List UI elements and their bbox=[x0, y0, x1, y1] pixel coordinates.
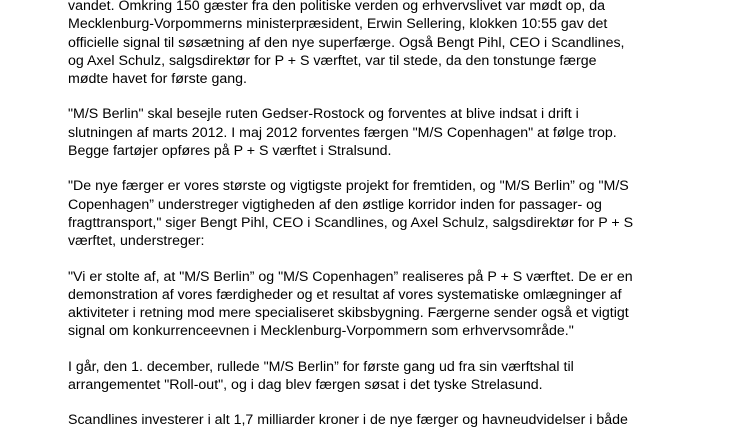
paragraph-roll-out bbox=[68, 358, 736, 395]
text-line: mødte havet for første gang. bbox=[68, 71, 247, 88]
text-line: Mecklenburg-Vorpommerns ministerpræsident, Erwin Sellering, klokken 10:55 gav det bbox=[68, 16, 608, 33]
document-body bbox=[68, 0, 736, 447]
text-line: slutningen af marts 2012. I maj 2012 forventes færgen "M/S Copenhagen" at følge trop. bbox=[68, 124, 617, 141]
text-line: fragttransport," siger Bengt Pihl, CEO i Scandlines, og Axel Schulz, salgsdirektør for P + S bbox=[68, 214, 634, 231]
text-line: vandet. Omkring 150 gæster fra den politiske verden og erhvervslivet var mødt op, da bbox=[68, 0, 606, 14]
text-line: "Vi er stolte af, at "M/S Berlin” og "M/S Copenhagen” realiseres på P + S værftet. De er en bbox=[68, 268, 633, 285]
text-line: signal om konkurrenceevnen i Mecklenburg-Vorpommern som erhvervsområde." bbox=[68, 323, 574, 340]
text-line: officielle signal til søsætning af den nye superfærge. Også Bengt Pihl, CEO i Scandlines, bbox=[68, 34, 625, 51]
text-line: og Axel Schulz, salgsdirektør for P + S værftet, var til stede, da den tonstunge færge bbox=[68, 52, 597, 69]
paragraph-ceo-quote bbox=[68, 177, 736, 250]
paragraph-launch-ceremony bbox=[68, 0, 736, 88]
paragraph-route bbox=[68, 105, 736, 160]
paragraph-investment bbox=[68, 411, 736, 429]
text-line: demonstration af vores færdigheder og et resultat af vores systematiske omlægninger af bbox=[68, 286, 622, 303]
text-line: aktiviteter i retning mod mere specialiseret skibsbygning. Færgerne sender også et vigtigt bbox=[68, 305, 629, 322]
text-line: værftet, understreger: bbox=[68, 233, 205, 250]
text-line: arrangementet "Roll-out", og i dag blev færgen søsat i det tyske Strelasund. bbox=[68, 377, 543, 394]
paragraph-shipyard-quote bbox=[68, 268, 736, 341]
text-line: Copenhagen” understreger vigtigheden af den østlige korridor inden for passager- og bbox=[68, 196, 602, 213]
text-line: Begge fartøjer opføres på P + S værftet i Stralsund. bbox=[68, 143, 392, 160]
text-line: "De nye færger er vores største og vigtigste projekt for fremtiden, og "M/S Berlin” og "M/S bbox=[68, 178, 629, 195]
text-line: "M/S Berlin" skal besejle ruten Gedser-Rostock og forventes at blive indsat i drift i bbox=[68, 106, 579, 123]
text-line: Scandlines investerer i alt 1,7 milliarder kroner i de nye færger og havneudvidelser i både bbox=[68, 412, 628, 429]
text-line: I går, den 1. december, rullede "M/S Berlin” for første gang ud fra sin værftshal til bbox=[68, 358, 574, 375]
